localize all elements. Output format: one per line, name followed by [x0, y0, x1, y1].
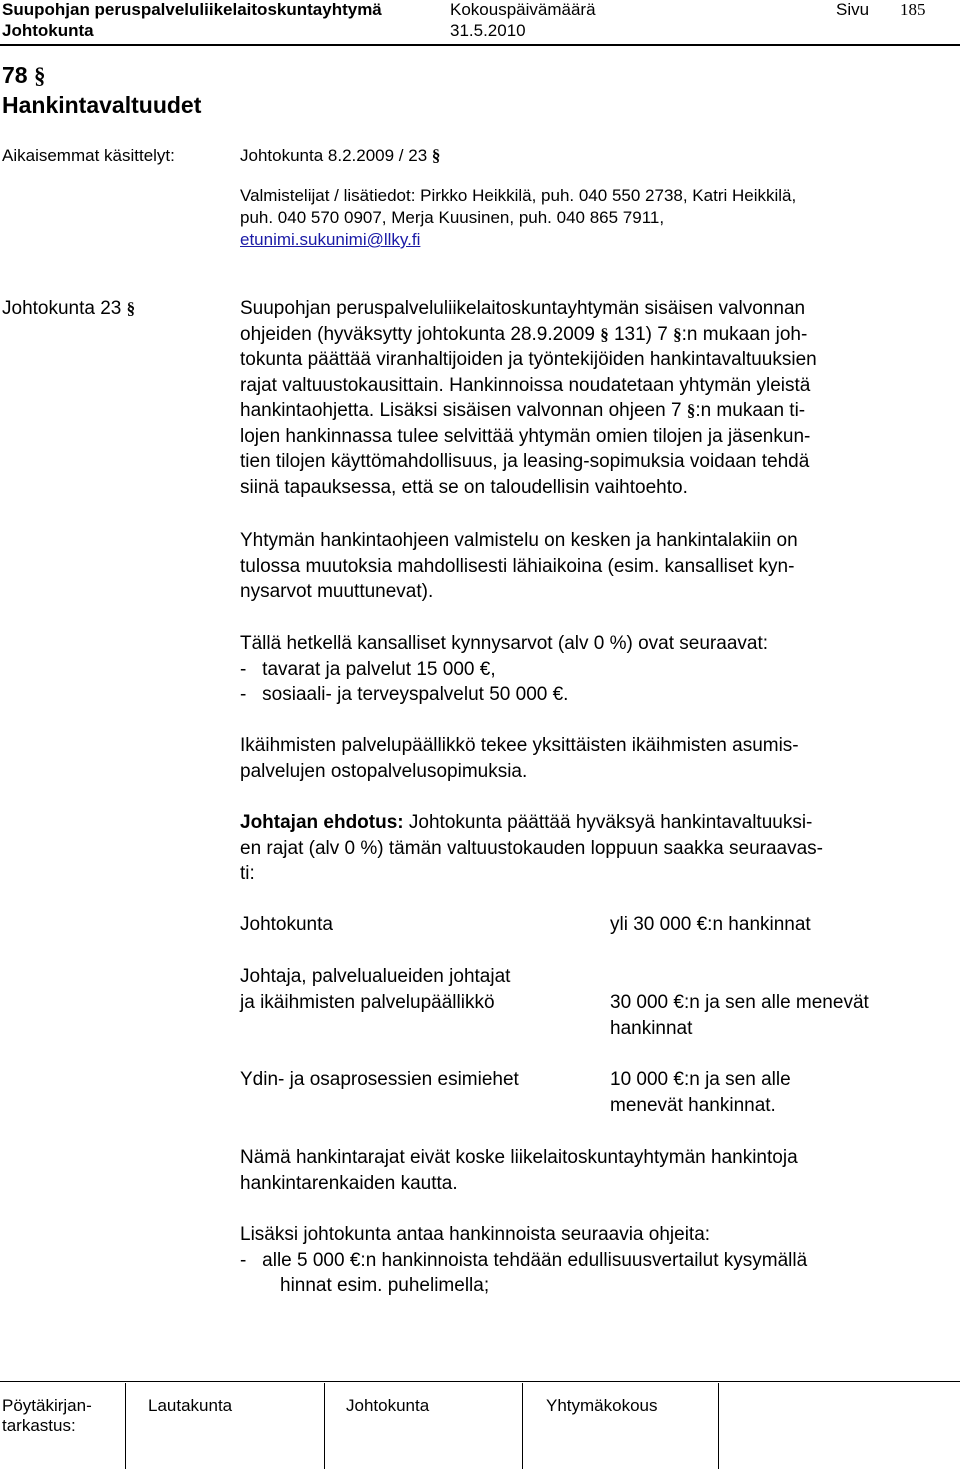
body-name: Johtokunta: [2, 21, 94, 40]
proposal-text-1: Johtokunta päättää hyväksyä hankintavaltuuksi-: [408, 812, 813, 833]
limit-row-3-who: [240, 1067, 519, 1093]
previous-value: [240, 145, 440, 167]
footer-divider-2: [324, 1383, 325, 1469]
p4-line-1: Ikäihmisten palvelupäällikkö tekee yksittäisten ikäihmisten asumis-: [240, 735, 799, 756]
limit-2-value-line-2: hankinnat: [610, 1017, 693, 1039]
footer-col-johtokunta: Johtokunta: [346, 1396, 430, 1415]
footer-check-line-2: tarkastus:: [2, 1416, 76, 1435]
p1-line-2: [240, 322, 817, 348]
paragraph-2: [240, 528, 798, 605]
footer-col-yhtymakokous: Yhtymäkokous: [546, 1396, 658, 1415]
p1-line-5b: :n mukaan ti-: [695, 400, 806, 421]
p1-line-5a: hankintaohjetta. Lisäksi sisäisen valvonnan ohjeen 7: [240, 400, 682, 421]
p1-symbol-2: §: [673, 324, 682, 344]
org-name: Suupohjan peruspalveluliikelaitoskuntayhtymä: [2, 0, 382, 19]
limit-row-3-limit: [610, 1067, 791, 1118]
limit-1-value-line-1: yli 30 000 €:n hankinnat: [610, 914, 811, 935]
proposal-line-2: en rajat (alv 0 %) tämän valtuustokauden loppuun saakka seuraavas-: [240, 837, 824, 859]
paragraph-4: [240, 733, 799, 784]
p1-line-2a: ohjeiden (hyväksytty johtokunta 28.9.2009: [240, 323, 595, 345]
proposal-line-3: ti:: [240, 863, 255, 884]
p1-symbol-3: §: [686, 401, 696, 420]
preparers-email-line: [240, 229, 420, 251]
p1-line-3: tokunta päättää viranhaltijoiden ja työntekijöiden hankintavaltuuksien: [240, 349, 817, 370]
p3-line-3: - sosiaali- ja terveyspalvelut 50 000 €.: [240, 684, 569, 705]
limit-2-who-line-1: Johtaja, palvelualueiden johtajat: [240, 966, 511, 987]
previous-ref: Johtokunta 8.2.2009 / 23: [240, 146, 428, 165]
p6-line-1: Lisäksi johtokunta antaa hankinnoista seuraavia ohjeita:: [240, 1224, 711, 1245]
preparers-line-1: Valmistelijat / lisätiedot: Pirkko Heikkilä, puh. 040 550 2738, Katri Heikkilä,: [240, 186, 797, 205]
footer-rule: [0, 1381, 960, 1382]
p1-line-8: siinä tapauksessa, että se on taloudellisin vaihtoehto.: [240, 476, 688, 498]
reference: [2, 296, 135, 322]
reference-body: Johtokunta 23: [2, 298, 122, 319]
limit-row-2-who: [240, 964, 510, 1015]
footer-check-line-1: Pöytäkirjan-: [2, 1396, 92, 1415]
reference-symbol: §: [126, 299, 136, 318]
limit-3-value-line-1: 10 000 €:n ja sen alle: [610, 1069, 791, 1090]
section-heading: [2, 62, 45, 89]
p1-line-2c: :n mukaan joh-: [681, 323, 808, 345]
p6-line-3: hinnat esim. puhelimella;: [280, 1275, 490, 1296]
proposal-label: Johtajan ehdotus:: [240, 812, 404, 833]
p3-line-2: - tavarat ja palvelut 15 000 €,: [240, 658, 496, 680]
limit-2-value-line-1: 30 000 €:n ja sen alle menevät: [610, 992, 869, 1013]
footer-check-label: [2, 1396, 92, 1436]
section-number: 78: [2, 62, 28, 88]
paragraph-6: [240, 1222, 807, 1299]
p2-line-3: nysarvot muuttunevat).: [240, 581, 434, 602]
p6-line-2: - alle 5 000 €:n hankinnoista tehdään edullisuusvertailut kysymällä: [240, 1249, 808, 1271]
preparers-line-2: puh. 040 570 0907, Merja Kuusinen, puh. 040 865 7911,: [240, 208, 665, 227]
meeting-date-label: Kokouspäivämäärä: [450, 0, 596, 19]
p2-line-2: tulossa muutoksia mahdollisesti lähiaikoina (esim. kansalliset kyn-: [240, 555, 795, 577]
p3-line-1: Tällä hetkellä kansalliset kynnysarvot (alv 0 %) ovat seuraavat:: [240, 633, 769, 654]
proposal: [240, 810, 823, 887]
p1-symbol-1: §: [600, 324, 609, 344]
limit-1-who-line-1: Johtokunta: [240, 914, 333, 935]
p4-line-2: palvelujen ostopalvelusopimuksia.: [240, 760, 528, 782]
previous-symbol: §: [431, 146, 441, 165]
limit-row-1-who: [240, 912, 333, 938]
limit-3-who-line-1: Ydin- ja osaprosessien esimiehet: [240, 1069, 519, 1090]
meeting-date: 31.5.2010: [450, 21, 526, 40]
header-rule: [0, 44, 960, 46]
section-title: Hankintavaltuudet: [2, 92, 202, 118]
section-symbol: §: [33, 63, 46, 88]
footer-col-lautakunta: Lautakunta: [148, 1396, 233, 1415]
footer-divider-4: [718, 1383, 719, 1469]
p1-line-4: rajat valtuustokausittain. Hankinnoissa noudatetaan yhtymän yleistä: [240, 374, 811, 396]
footer-divider-3: [522, 1383, 523, 1469]
paragraph-5: [240, 1145, 798, 1196]
proposal-line-1: [240, 810, 823, 836]
p1-line-6: lojen hankinnassa tulee selvittää yhtymän omien tilojen ja jäsenkun-: [240, 425, 811, 447]
p5-line-2: hankintarenkaiden kautta.: [240, 1172, 458, 1194]
email-link[interactable]: etunimi.sukunimi@llky.fi: [240, 230, 421, 249]
p1-line-1: Suupohjan peruspalveluliikelaitoskuntayhtymän sisäisen valvonnan: [240, 298, 806, 319]
p5-line-1: Nämä hankintarajat eivät koske liikelaitoskuntayhtymän hankintoja: [240, 1147, 798, 1168]
page-label: Sivu: [836, 0, 870, 19]
footer-divider-1: [125, 1383, 126, 1469]
previous-label: Aikaisemmat käsittelyt:: [2, 146, 175, 165]
limit-row-1-limit: [610, 912, 811, 938]
page-number: 185: [900, 0, 926, 19]
p1-line-7: tien tilojen käyttömahdollisuus, ja leasing-sopimuksia voidaan tehdä: [240, 451, 810, 472]
paragraph-3: [240, 631, 768, 708]
paragraph-1: [240, 296, 817, 500]
limit-2-who-line-2: ja ikäihmisten palvelupäällikkö: [240, 991, 495, 1013]
p2-line-1: Yhtymän hankintaohjeen valmistelu on kesken ja hankintalakiin on: [240, 530, 798, 551]
p1-line-2b: 131) 7: [613, 323, 668, 345]
limit-3-value-line-2: menevät hankinnat.: [610, 1094, 776, 1116]
limit-row-2-limit: [610, 990, 869, 1041]
p1-line-5: [240, 398, 817, 424]
